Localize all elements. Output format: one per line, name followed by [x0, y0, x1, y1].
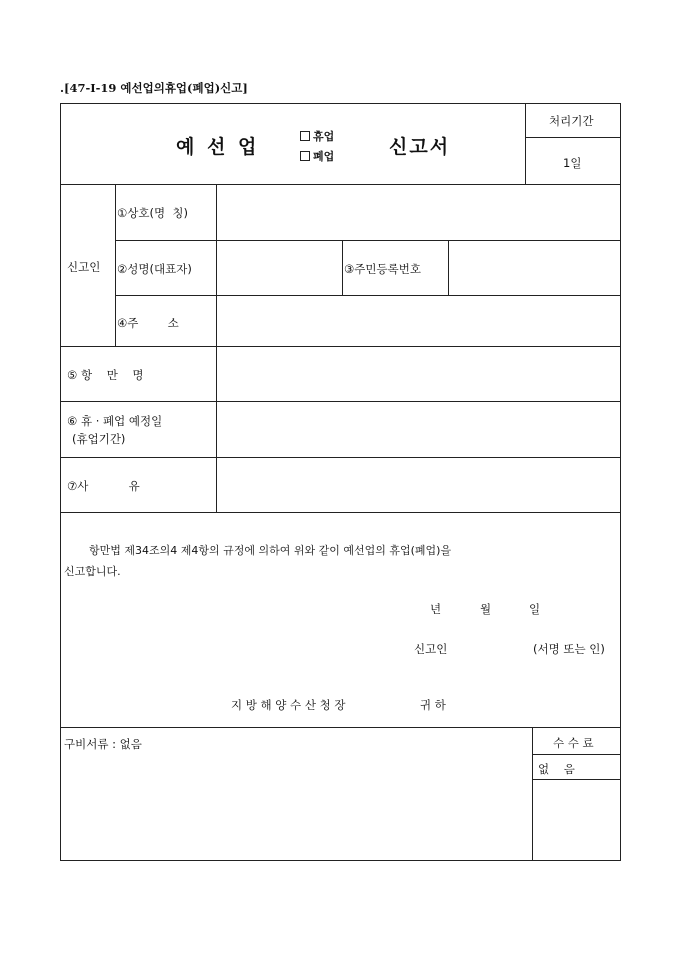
resident-number-field[interactable] [452, 244, 616, 292]
representative-name-label: ②성명(대표자) [117, 262, 192, 276]
address-field[interactable] [220, 299, 616, 343]
option-closure-temporary[interactable] [300, 128, 334, 144]
representative-name-field[interactable] [220, 244, 338, 292]
processing-period-value: 1일 [563, 156, 582, 170]
checkbox-icon[interactable] [300, 151, 310, 161]
port-name-field[interactable] [220, 350, 616, 398]
option-closure-permanent[interactable] [300, 148, 334, 164]
reason-label: ⑦사 유 [67, 479, 140, 493]
address-label: ④주 소 [117, 316, 179, 330]
port-name-label: ⑤ 항 만 명 [67, 368, 144, 382]
checkbox-icon[interactable] [300, 131, 310, 141]
declaration-line-1: 항만법 제34조의4 제4항의 규정에 의하여 위와 같이 예선업의 휴업(폐업)을 [89, 544, 452, 557]
form-title-left: 예 선 업 [176, 136, 260, 158]
signature-note: (서명 또는 인) [533, 642, 605, 656]
declaration-line-2: 신고합니다. [64, 565, 121, 578]
planned-date-field[interactable] [220, 405, 616, 453]
form-title-right: 신고서 [389, 136, 451, 158]
date-year: 년 [430, 602, 442, 616]
option-closure-temporary-label: 휴업 [313, 130, 335, 143]
option-closure-permanent-label: 폐업 [313, 150, 335, 163]
trade-name-field[interactable] [220, 188, 616, 236]
form-code: .[47-I-19 예선업의휴업(폐업)신고] [60, 81, 248, 95]
addressee: 지 방 해 양 수 산 청 장 [231, 698, 346, 712]
planned-date-label: ⑥ 휴 · 폐업 예정일 [67, 414, 163, 428]
fee-value: 없 음 [538, 762, 575, 776]
honorific: 귀 하 [420, 698, 446, 712]
reason-field[interactable] [220, 461, 616, 509]
reporter-group-label: 신고인 [67, 260, 101, 274]
date-day: 일 [529, 602, 541, 616]
planned-date-sublabel: (휴업기간) [72, 432, 126, 446]
trade-name-label: ①상호(명 칭) [117, 206, 189, 220]
required-documents: 구비서류 : 없음 [64, 737, 142, 751]
date-month: 월 [480, 602, 492, 616]
signer-label: 신고인 [414, 642, 448, 656]
fee-label: 수 수 료 [553, 736, 594, 750]
processing-period-label: 처리기간 [549, 114, 594, 128]
resident-number-label: ③주민등록번호 [344, 262, 421, 276]
